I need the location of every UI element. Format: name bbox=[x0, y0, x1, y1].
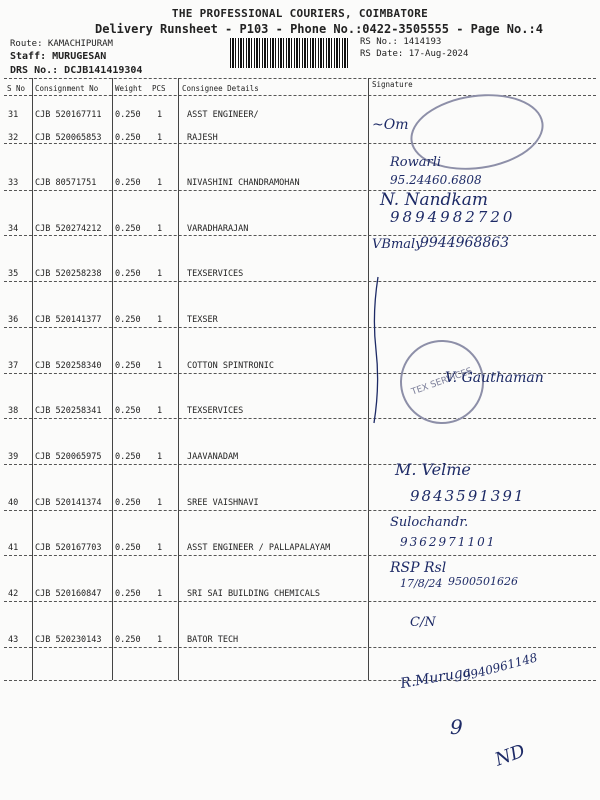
row-consignee: VARADHARAJAN bbox=[187, 224, 249, 234]
rs-number: RS No.: 1414193 bbox=[360, 37, 442, 47]
row-consignee: SRI SAI BUILDING CHEMICALS bbox=[187, 589, 321, 599]
row-weight: 0.250 bbox=[115, 361, 141, 371]
phone-34: 9944968863 bbox=[420, 235, 510, 251]
company-title: THE PROFESSIONAL COURIERS, COIMBATORE bbox=[171, 7, 429, 20]
row-weight: 0.250 bbox=[115, 110, 141, 120]
runsheet-subtitle: Delivery Runsheet - P103 - Phone No.:0422-3505555 - Page No.:4 bbox=[95, 22, 543, 36]
row-consignment: CJB 520141374 bbox=[35, 498, 102, 508]
row-weight: 0.250 bbox=[115, 589, 141, 599]
row-weight: 0.250 bbox=[115, 133, 141, 143]
barcode bbox=[230, 38, 350, 68]
route-label: Route: KAMACHIPURAM bbox=[10, 39, 113, 49]
row-pcs: 1 bbox=[157, 178, 163, 188]
signature-33: N. Nandkam bbox=[380, 190, 488, 210]
row-weight: 0.250 bbox=[115, 543, 141, 553]
row-consignee: RAJESH bbox=[187, 133, 218, 143]
col-header-consignment: Consignment No bbox=[35, 84, 99, 93]
signature-41: RSP Rsl bbox=[390, 560, 447, 576]
row-pcs: 1 bbox=[157, 133, 163, 143]
row-sno: 35 bbox=[8, 269, 19, 279]
row-weight: 0.250 bbox=[115, 406, 141, 416]
drs-number: DRS No.: DCJB141419304 bbox=[10, 65, 143, 76]
row-sno: 38 bbox=[8, 406, 19, 416]
row-sno: 40 bbox=[8, 498, 19, 508]
row-weight: 0.250 bbox=[115, 498, 141, 508]
signature-40: Sulochandr. bbox=[390, 515, 469, 530]
col-header-pcs: PCS bbox=[152, 84, 166, 93]
row-pcs: 1 bbox=[157, 543, 163, 553]
col-header-weight: Weight bbox=[115, 84, 143, 93]
row-sno: 32 bbox=[8, 133, 19, 143]
phone-40: 9362971101 bbox=[400, 535, 497, 549]
row-pcs: 1 bbox=[157, 269, 163, 279]
col-header-signature: Signature bbox=[372, 80, 413, 89]
staff-label: Staff: MURUGESAN bbox=[10, 51, 107, 62]
row-consignment: CJB 520258238 bbox=[35, 269, 102, 279]
row-sno: 42 bbox=[8, 589, 19, 599]
row-pcs: 1 bbox=[157, 224, 163, 234]
row-sno: 37 bbox=[8, 361, 19, 371]
row-pcs: 1 bbox=[157, 635, 163, 645]
nd-mark: ND bbox=[492, 740, 528, 771]
row-consignment: CJB 520160847 bbox=[35, 589, 102, 599]
row-pcs: 1 bbox=[157, 498, 163, 508]
signature-43: R.Muruga bbox=[399, 663, 473, 693]
signature-31: ~Om bbox=[372, 117, 409, 133]
row-pcs: 1 bbox=[157, 406, 163, 416]
row-consignment: CJB 520230143 bbox=[35, 635, 102, 645]
row-sno: 31 bbox=[8, 110, 19, 120]
col-header-sno: S No bbox=[7, 84, 26, 93]
row-consignment: CJB 520167711 bbox=[35, 110, 102, 120]
row-consignee: JAAVANADAM bbox=[187, 452, 239, 462]
phone-41: 9500501626 bbox=[448, 575, 518, 588]
row-pcs: 1 bbox=[157, 452, 163, 462]
row-consignment: CJB 520065853 bbox=[35, 133, 102, 143]
col-divider bbox=[368, 78, 369, 680]
row-consignment: CJB 520167703 bbox=[35, 543, 102, 553]
row-weight: 0.250 bbox=[115, 224, 141, 234]
signature-column bbox=[370, 95, 598, 695]
tex-services-stamp: TEX SERVICES bbox=[388, 328, 496, 436]
row-consignment: CJB 520258341 bbox=[35, 406, 102, 416]
row-consignee: TEXSERVICES bbox=[187, 406, 244, 416]
col-divider bbox=[32, 78, 33, 680]
row-consignee: TEXSER bbox=[187, 315, 218, 325]
row-consignee: TEXSERVICES bbox=[187, 269, 244, 279]
row-sno: 36 bbox=[8, 315, 19, 325]
col-header-consignee: Consignee Details bbox=[182, 84, 259, 93]
row-consignment: CJB 520141377 bbox=[35, 315, 102, 325]
bracket-mark bbox=[370, 275, 390, 425]
row-consignee: SREE VAISHNAVI bbox=[187, 498, 259, 508]
row-consignee: BATOR TECH bbox=[187, 635, 239, 645]
signature-32: Rowarli bbox=[390, 155, 442, 170]
phone-39: 9843591391 bbox=[410, 487, 526, 505]
row-pcs: 1 bbox=[157, 110, 163, 120]
phone-32: 95.24460.6808 bbox=[390, 173, 482, 187]
row-consignee: NIVASHINI CHANDRAMOHAN bbox=[187, 178, 300, 188]
signature-39: M. Velme bbox=[395, 460, 471, 479]
row-sno: 39 bbox=[8, 452, 19, 462]
phone-33: 9894982720 bbox=[390, 208, 516, 226]
row-weight: 0.250 bbox=[115, 269, 141, 279]
signature-34: VBmaly bbox=[372, 237, 423, 252]
row-weight: 0.250 bbox=[115, 178, 141, 188]
row-consignment: CJB 520274212 bbox=[35, 224, 102, 234]
row-sno: 33 bbox=[8, 178, 19, 188]
row-weight: 0.250 bbox=[115, 315, 141, 325]
row-consignee: ASST ENGINEER / PALLAPALAYAM bbox=[187, 543, 331, 553]
signature-37: V. Gauthaman bbox=[445, 370, 544, 386]
row-sno: 43 bbox=[8, 635, 19, 645]
cn-note-42: C/N bbox=[410, 615, 436, 630]
row-consignee: COTTON SPINTRONIC bbox=[187, 361, 274, 371]
row-consignment: CJB 520065975 bbox=[35, 452, 102, 462]
row-pcs: 1 bbox=[157, 589, 163, 599]
table-top-rule bbox=[4, 78, 596, 79]
row-weight: 0.250 bbox=[115, 452, 141, 462]
date-41: 17/8/24 bbox=[400, 577, 443, 590]
row-pcs: 1 bbox=[157, 315, 163, 325]
row-consignment: CJB 520258340 bbox=[35, 361, 102, 371]
row-sno: 41 bbox=[8, 543, 19, 553]
row-consignee: ASST ENGINEER/ bbox=[187, 110, 259, 120]
col-divider bbox=[112, 78, 113, 680]
row-pcs: 1 bbox=[157, 361, 163, 371]
col-divider bbox=[178, 78, 179, 680]
row-weight: 0.250 bbox=[115, 635, 141, 645]
page-mark: 9 bbox=[450, 715, 463, 739]
row-consignment: CJB 80571751 bbox=[35, 178, 97, 188]
row-sno: 34 bbox=[8, 224, 19, 234]
rs-date: RS Date: 17-Aug-2024 bbox=[360, 49, 469, 59]
phone-43: 9940961148 bbox=[461, 650, 539, 684]
